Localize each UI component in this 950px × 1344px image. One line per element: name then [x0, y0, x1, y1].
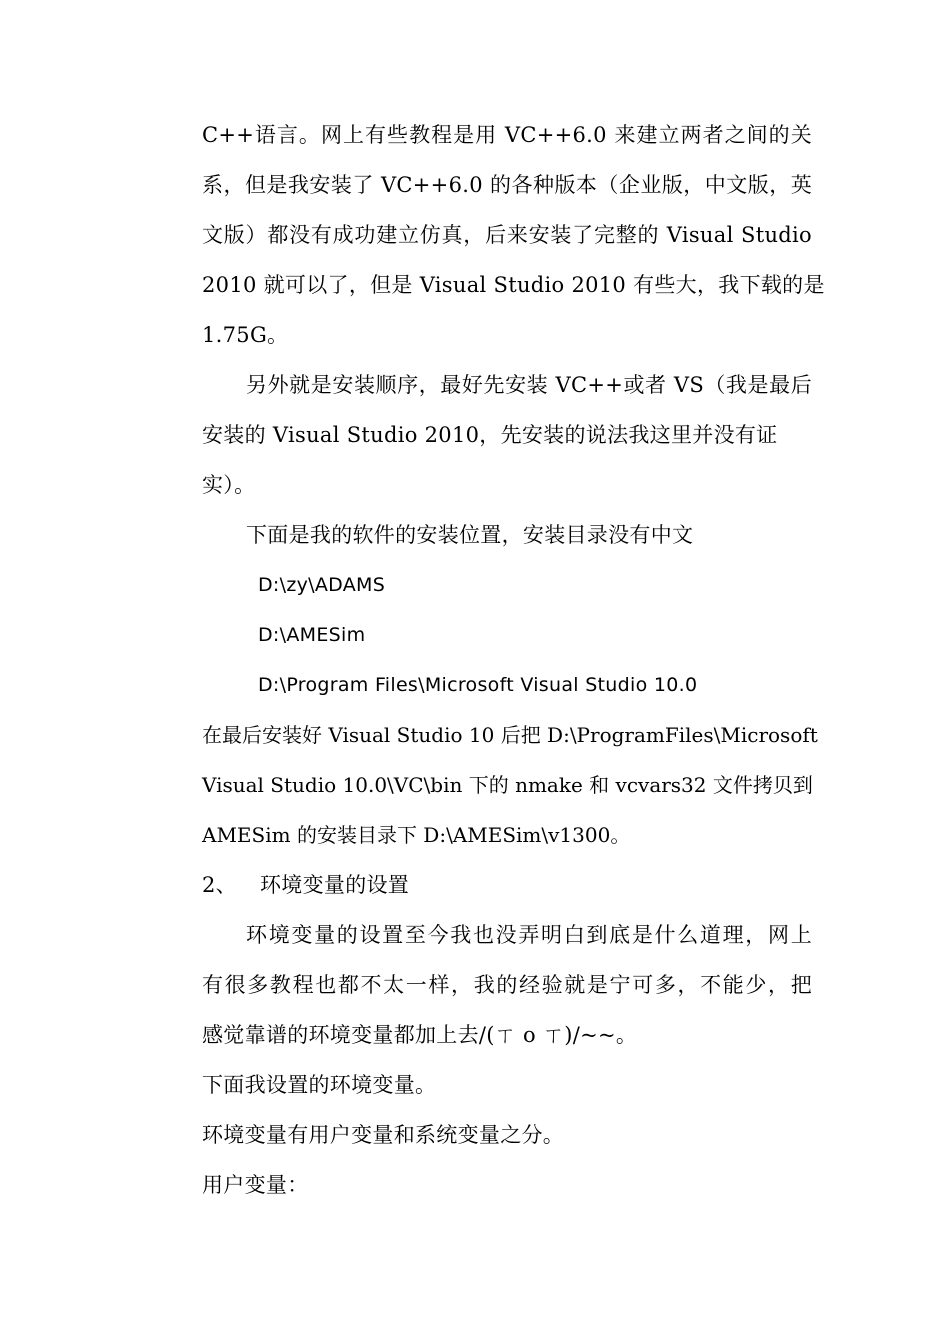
paragraph-line: C++语言。网上有些教程是用 VC++6.0 来建立两者之间的关	[202, 123, 812, 147]
paragraph-line: 另外就是安装顺序，最好先安装 VC++或者 VS（我是最后	[246, 373, 812, 397]
paragraph-line: 用户变量：	[202, 1173, 309, 1197]
paragraph-line: 在最后安装好 Visual Studio 10 后把 D:\ProgramFiles\Microsoft	[202, 723, 818, 747]
paragraph-line: AMESim 的安装目录下 D:\AMESim\v1300。	[202, 823, 631, 847]
install-path: D:\Program Files\Microsoft Visual Studio 10.0	[258, 674, 698, 696]
paragraph-line: 安装的 Visual Studio 2010，先安装的说法我这里并没有证	[202, 423, 778, 447]
paragraph-line: 下面我设置的环境变量。	[202, 1073, 437, 1097]
paragraph-line: 环境变量的设置至今我也没弄明白到底是什么道理，网上	[246, 923, 812, 947]
paragraph-line: 下面是我的软件的安装位置，安装目录没有中文	[246, 523, 694, 547]
paragraph-line: 有很多教程也都不太一样，我的经验就是宁可多，不能少，把	[202, 973, 812, 997]
paragraph-line: 实）。	[202, 473, 256, 497]
paragraph-line: Visual Studio 10.0\VC\bin 下的 nmake 和 vcvars32 文件拷贝到	[202, 773, 813, 797]
paragraph-line: 系，但是我安装了 VC++6.0 的各种版本（企业版，中文版，英	[202, 173, 812, 197]
paragraph-line: 1.75G。	[202, 323, 289, 347]
paragraph-line: 2010 就可以了，但是 Visual Studio 2010 有些大，我下载的是	[202, 273, 825, 297]
paragraph-line: 文版）都没有成功建立仿真，后来安装了完整的 Visual Studio	[202, 223, 812, 247]
section-title: 环境变量的设置	[260, 873, 410, 897]
paragraph-line: 环境变量有用户变量和系统变量之分。	[202, 1123, 565, 1147]
paragraph-line: 感觉靠谱的环境变量都加上去/(ㄒ o ㄒ)/~~。	[202, 1023, 638, 1047]
section-number: 2、	[202, 873, 237, 897]
section-heading	[202, 870, 812, 900]
install-path: D:\zy\ADAMS	[258, 574, 386, 596]
install-path: D:\AMESim	[258, 624, 366, 646]
